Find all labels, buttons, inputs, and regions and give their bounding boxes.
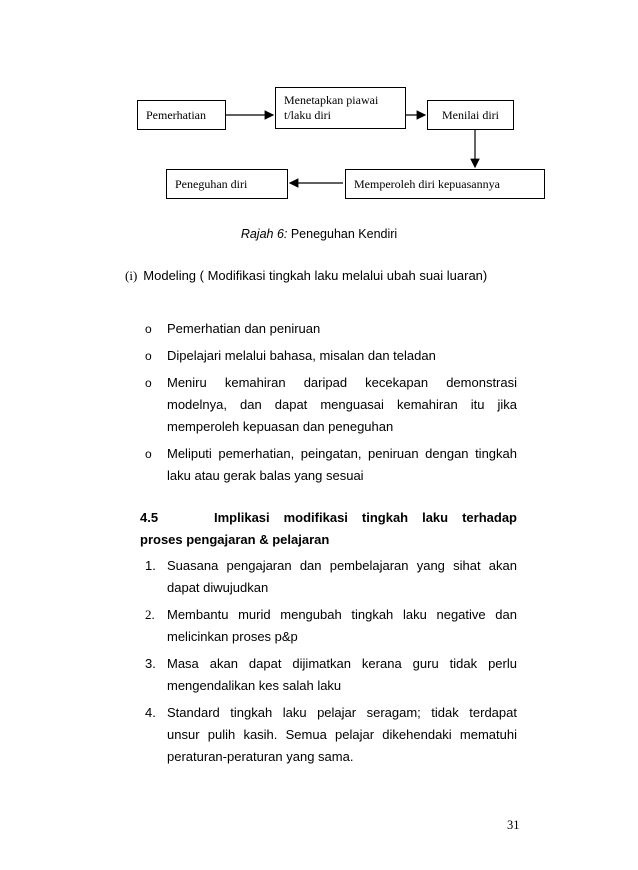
item-text-line: mengendalikan kes salah laku — [167, 678, 342, 693]
item-text-line: peraturan-peraturan yang sama. — [167, 749, 354, 764]
section-4-5-title-line2: proses pengajaran & pelajaran — [140, 532, 330, 547]
page-number: 31 — [507, 818, 520, 832]
figure-caption — [0, 227, 638, 241]
item-text-line: Masa akan dapat dijimatkan kerana guru tidak perlu — [167, 656, 517, 671]
section-i-bullet-list — [145, 318, 517, 492]
section-4-5-title-line1: Implikasi modifikasi tingkah laku terhadap — [214, 510, 517, 525]
item-text-line: Membantu murid mengubah tingkah laku negative dan — [167, 607, 517, 622]
figure-caption-text: Peneguhan Kendiri — [287, 227, 398, 241]
box-menilai-label: Menilai diri — [442, 107, 499, 122]
section-i-title: Modeling ( Modifikasi tingkah laku melalui ubah suai luaran) — [143, 268, 488, 283]
section-4-5-numbered-list — [145, 555, 517, 773]
box-pemerhatian-label: Pemerhatian — [146, 107, 206, 122]
list-item — [145, 318, 517, 340]
figure-caption-label: Rajah 6: — [240, 227, 288, 241]
item-text-line: melicinkan proses p&p — [167, 629, 298, 644]
box-menetapkan-line1: Menetapkan piawai — [284, 93, 379, 107]
section-i-heading — [125, 268, 487, 284]
bullet-text: Dipelajari melalui bahasa, misalan dan teladan — [167, 348, 436, 363]
item-number: 2. — [145, 607, 155, 622]
list-item — [145, 345, 517, 367]
box-menetapkan-piawai — [275, 87, 406, 129]
bullet-text-line: laku atau gerak balas yang sesuai — [167, 468, 364, 483]
bullet-text: Pemerhatian dan peniruan — [167, 321, 321, 336]
bullet-text-line: memperoleh kepuasan dan peneguhan — [167, 419, 394, 434]
box-peneguhan-diri — [166, 169, 288, 199]
list-item — [145, 653, 517, 697]
item-number: 3. — [145, 656, 156, 671]
list-item — [145, 702, 517, 768]
bullet-text-line: modelnya, dan dapat menguasai kemahiran itu jika — [167, 397, 517, 412]
box-menetapkan-line2: t/laku diri — [284, 108, 331, 122]
bullet-marker: o — [145, 376, 152, 390]
bullet-marker: o — [145, 447, 152, 461]
bullet-marker: o — [145, 349, 152, 363]
list-item — [145, 604, 517, 648]
box-peneguhan-label: Peneguhan diri — [175, 176, 248, 191]
box-menilai-diri — [427, 100, 514, 130]
box-memperoleh-kepuasan — [345, 169, 545, 199]
bullet-marker: o — [145, 322, 152, 336]
section-i-number: (i) — [125, 268, 138, 283]
item-text-line: Suasana pengajaran dan pembelajaran yang sihat akan — [167, 558, 517, 573]
box-memperoleh-label: Memperoleh diri kepuasannya — [354, 176, 500, 191]
section-4-5-heading — [140, 507, 517, 551]
bullet-text-line: Meliputi pemerhatian, peingatan, peniruan dengan tingkah — [167, 446, 517, 461]
section-4-5-number: 4.5 — [140, 510, 159, 525]
list-item — [145, 372, 517, 438]
item-text-line: Standard tingkah laku pelajar seragam; tidak terdapat — [167, 705, 517, 720]
item-text-line: unsur pulih kasih. Semua pelajar dikehendaki mematuhi — [167, 727, 517, 742]
list-item — [145, 555, 517, 599]
item-number: 4. — [145, 705, 156, 720]
item-number: 1. — [145, 558, 156, 573]
list-item — [145, 443, 517, 487]
box-pemerhatian — [137, 100, 226, 130]
bullet-text-line: Meniru kemahiran daripad kecekapan demonstrasi — [167, 375, 517, 390]
item-text-line: dapat diwujudkan — [167, 580, 269, 595]
